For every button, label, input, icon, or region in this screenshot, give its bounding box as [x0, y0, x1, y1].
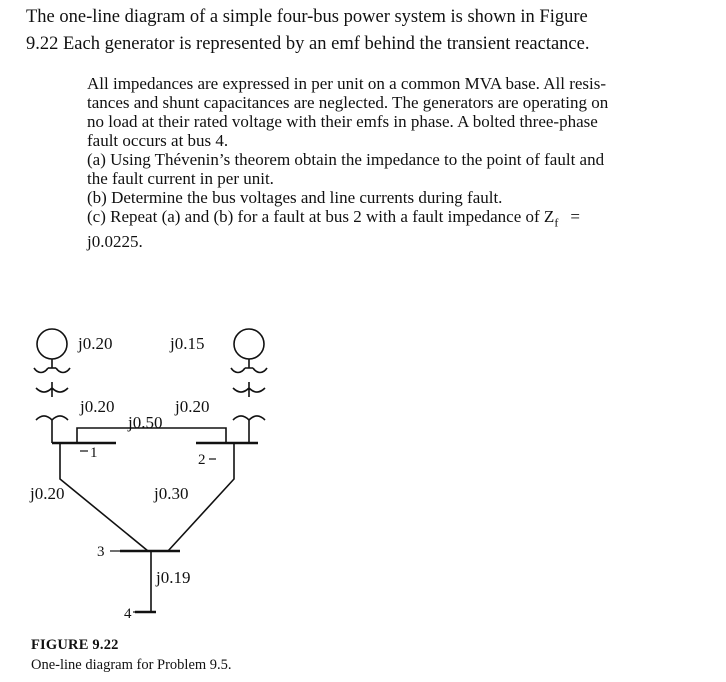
- part-c-text: (c) Repeat (a) and (b) for a fault at bus 2 with a fault impedance of Z: [87, 207, 555, 226]
- body-line: j0.0225.: [87, 232, 143, 252]
- body-line: tances and shunt capacitances are neglected. The generators are operating on: [87, 93, 609, 112]
- generator-1-ground: [34, 359, 70, 373]
- bus-3-label: 3: [97, 544, 105, 560]
- gen1-reactance-label: j0.20: [78, 334, 113, 353]
- figure-caption-text: One-line diagram for Problem 9.5.: [31, 657, 232, 673]
- line23-impedance-label: j0.30: [154, 484, 189, 503]
- transformer-2-icon: [233, 382, 265, 443]
- generator-2-ground: [231, 359, 267, 373]
- intro-line: 9.22 Each generator is represented by an emf behind the transient reactance.: [26, 34, 590, 54]
- line12-impedance-label: j0.50: [128, 413, 163, 432]
- t2-reactance-label: j0.20: [175, 397, 210, 416]
- t1-reactance-label: j0.20: [80, 397, 115, 416]
- transformer-1-icon: [36, 382, 68, 443]
- body-line: (a) Using Thévenin’s theorem obtain the impedance to the point of fault and: [87, 150, 605, 169]
- line13-impedance-label: j0.20: [30, 484, 65, 503]
- body-line: fault occurs at bus 4.: [87, 131, 229, 150]
- zf-subscript: f: [554, 215, 559, 230]
- body-line: (b) Determine the bus voltages and line currents during fault.: [87, 188, 503, 207]
- generator-2-icon: [234, 329, 264, 359]
- zf-equals: =: [570, 207, 580, 226]
- gen2-reactance-label: j0.15: [170, 334, 205, 353]
- intro-line: The one-line diagram of a simple four-bus power system is shown in Figure: [26, 7, 588, 27]
- line34-impedance-label: j0.19: [156, 568, 191, 587]
- bus-2-label: 2: [198, 452, 206, 468]
- figure-number: FIGURE 9.22: [31, 637, 119, 653]
- body-line: All impedances are expressed in per unit on a common MVA base. All resis-: [87, 74, 607, 93]
- body-line: the fault current in per unit.: [87, 169, 274, 188]
- bus-4-label: 4: [124, 606, 132, 622]
- body-line: no load at their rated voltage with their emfs in phase. A bolted three-phase: [87, 112, 598, 131]
- generator-1-icon: [37, 329, 67, 359]
- line-1-3: [60, 443, 148, 551]
- figure-caption: [31, 635, 232, 675]
- bus-1-label: 1: [90, 445, 98, 461]
